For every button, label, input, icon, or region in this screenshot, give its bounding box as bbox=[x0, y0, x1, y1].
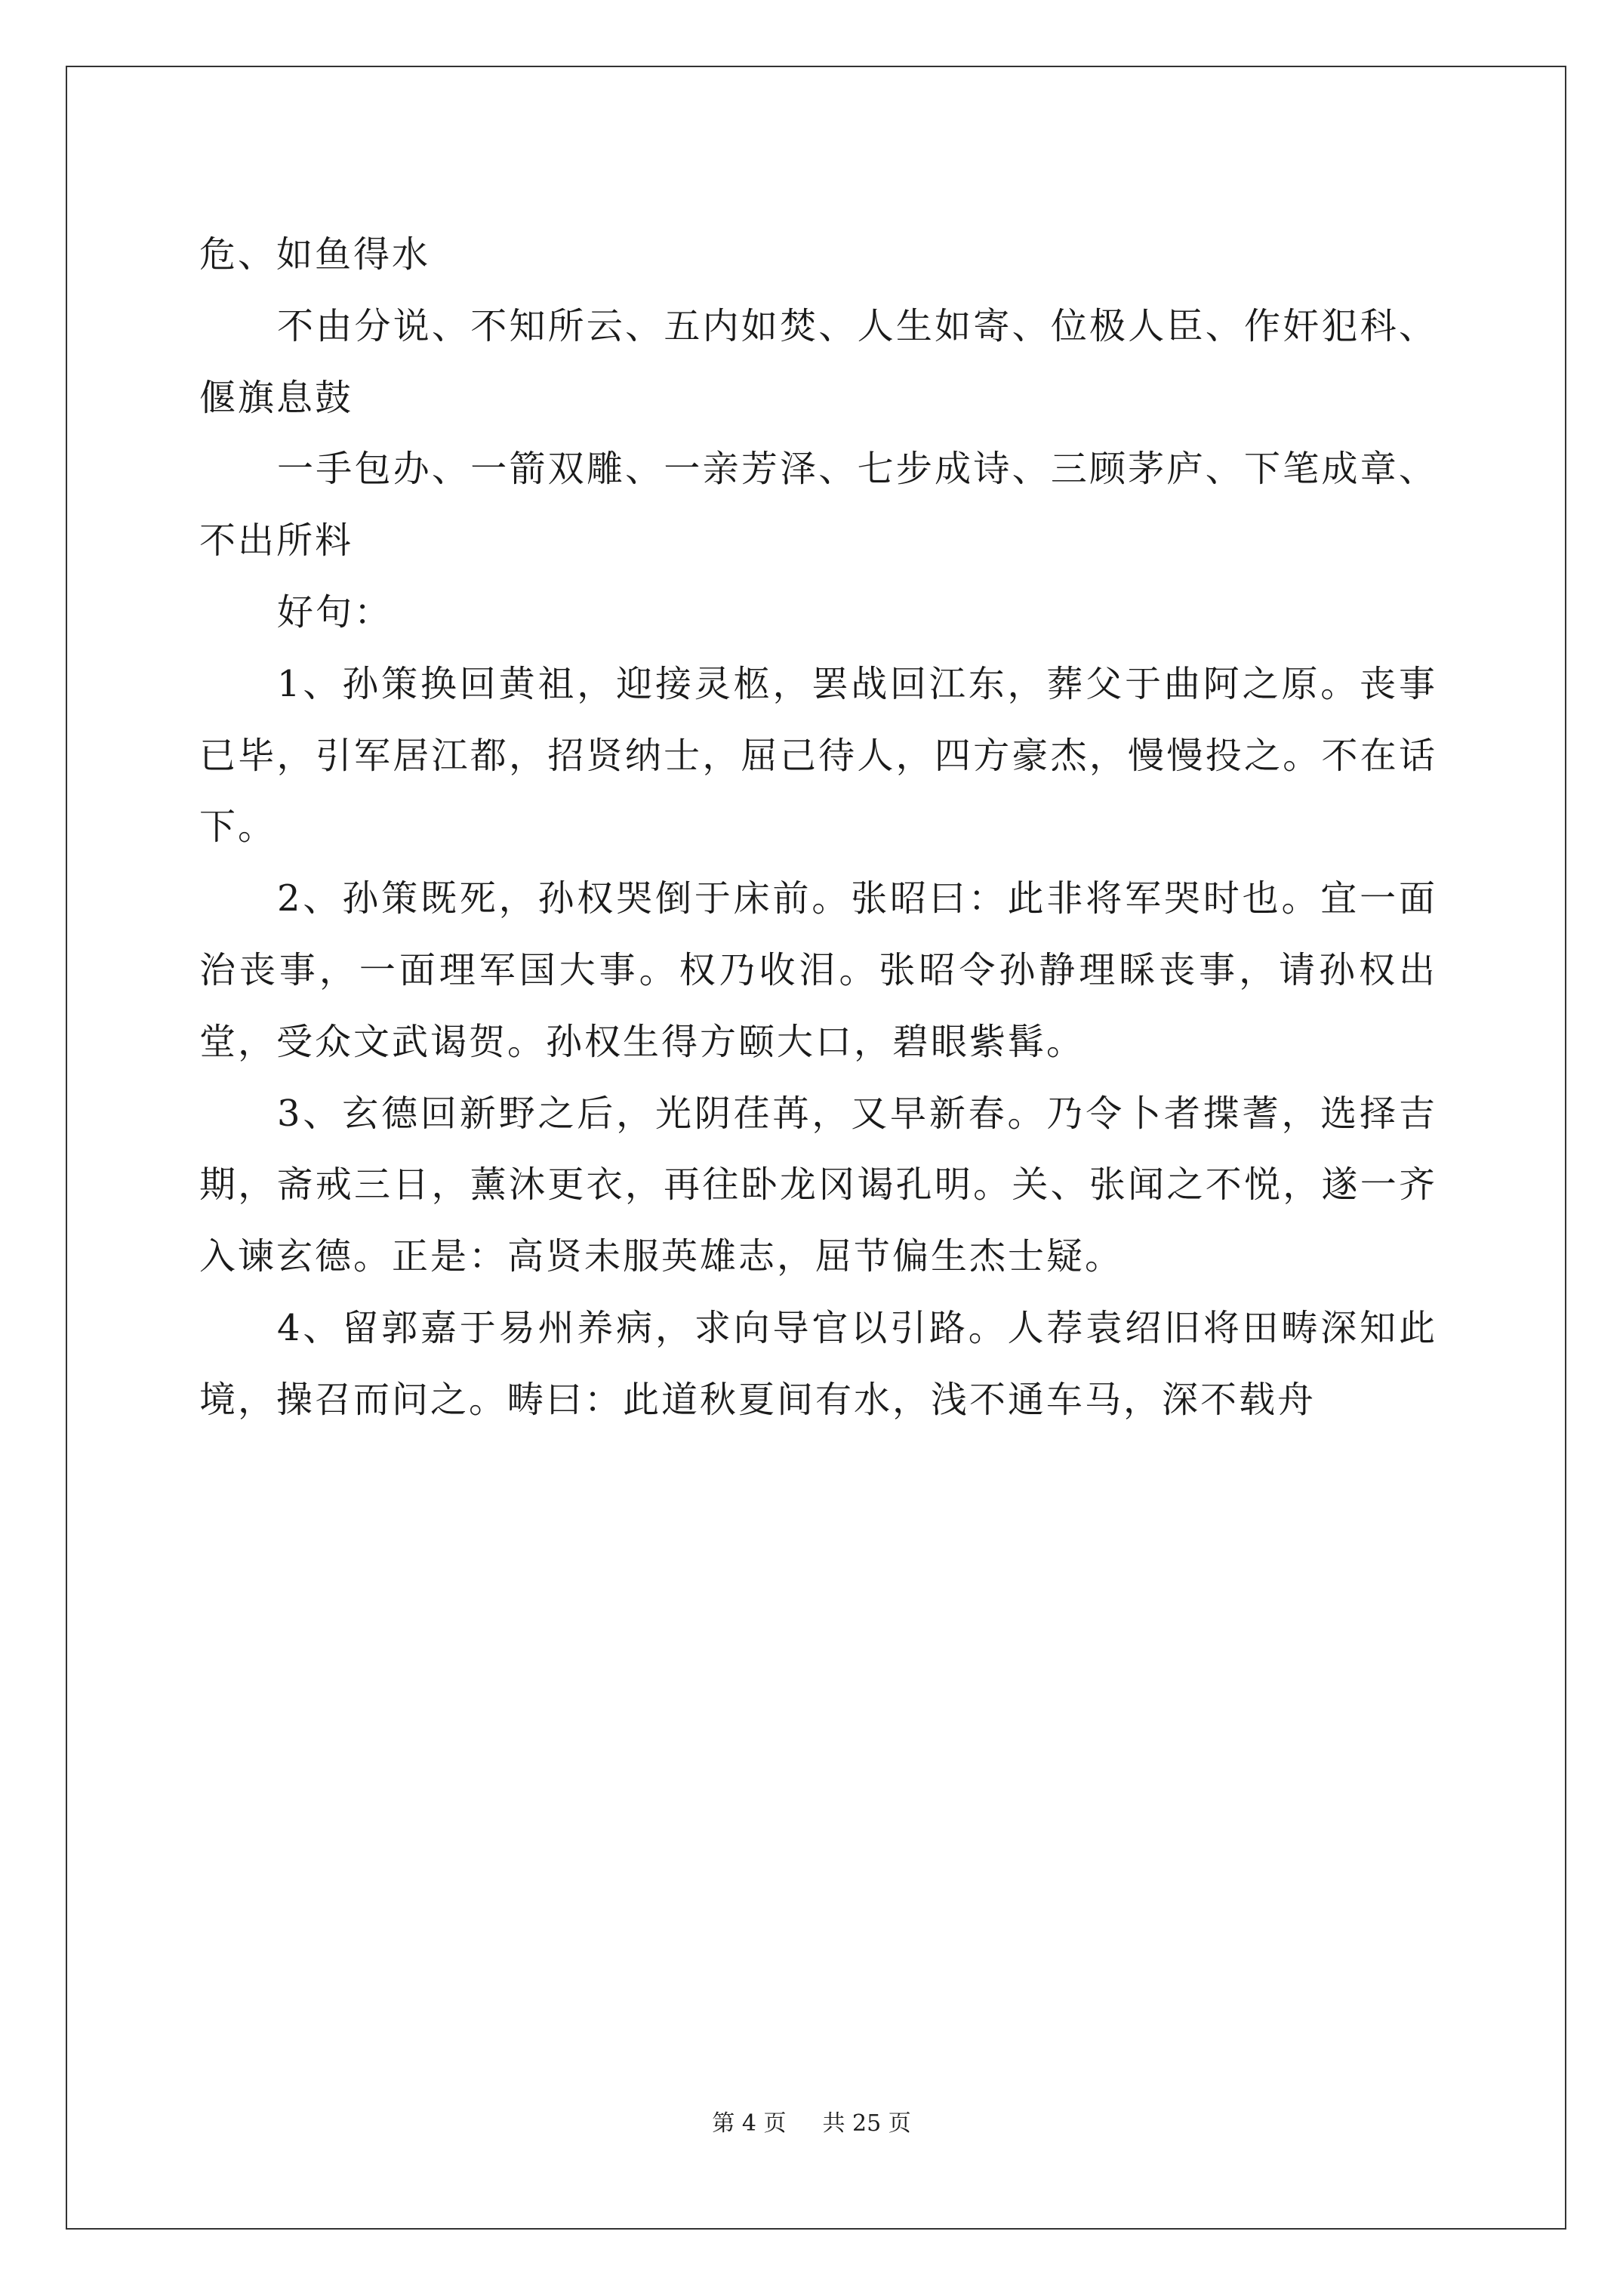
page-number: 第 4 页 bbox=[712, 2110, 787, 2137]
page-footer bbox=[0, 2104, 1623, 2137]
paragraph: 3、玄德回新野之后，光阴荏苒，又早新春。乃令卜者揲蓍，选择吉期，斋戒三日，薰沐更衣，再往卧龙冈谒孔明。关、张闻之不悦，遂一齐入谏玄德。正是：高贤未服英雄志，屈节偏生杰士疑。 bbox=[199, 1092, 1437, 1278]
page-total: 共 25 页 bbox=[822, 2110, 911, 2137]
paragraph: 不由分说、不知所云、五内如焚、人生如寄、位极人臣、作奸犯科、偃旗息鼓 bbox=[199, 304, 1437, 419]
paragraph: 2、孙策既死，孙权哭倒于床前。张昭曰：此非将军哭时也。宜一面治丧事，一面理军国大事。权乃收泪。张昭令孙静理睬丧事，请孙权出堂，受众文武谒贺。孙权生得方颐大口，碧眼紫髯。 bbox=[199, 877, 1437, 1063]
paragraph: 4、留郭嘉于易州养病，求向导官以引路。人荐袁绍旧将田畴深知此境，操召而问之。畴曰：此道秋夏间有水，浅不通车马，深不载舟 bbox=[199, 1306, 1437, 1421]
paragraph: 一手包办、一箭双雕、一亲芳泽、七步成诗、三顾茅庐、下笔成章、不出所料 bbox=[199, 448, 1437, 562]
paragraph: 1、孙策换回黄祖，迎接灵柩，罢战回江东，葬父于曲阿之原。丧事已毕，引军居江都，招贤纳士，屈己待人，四方豪杰，慢慢投之。不在话下。 bbox=[199, 662, 1437, 849]
document-body bbox=[199, 219, 1437, 1436]
paragraph: 危、如鱼得水 bbox=[199, 233, 431, 276]
paragraph: 好句： bbox=[277, 590, 393, 633]
